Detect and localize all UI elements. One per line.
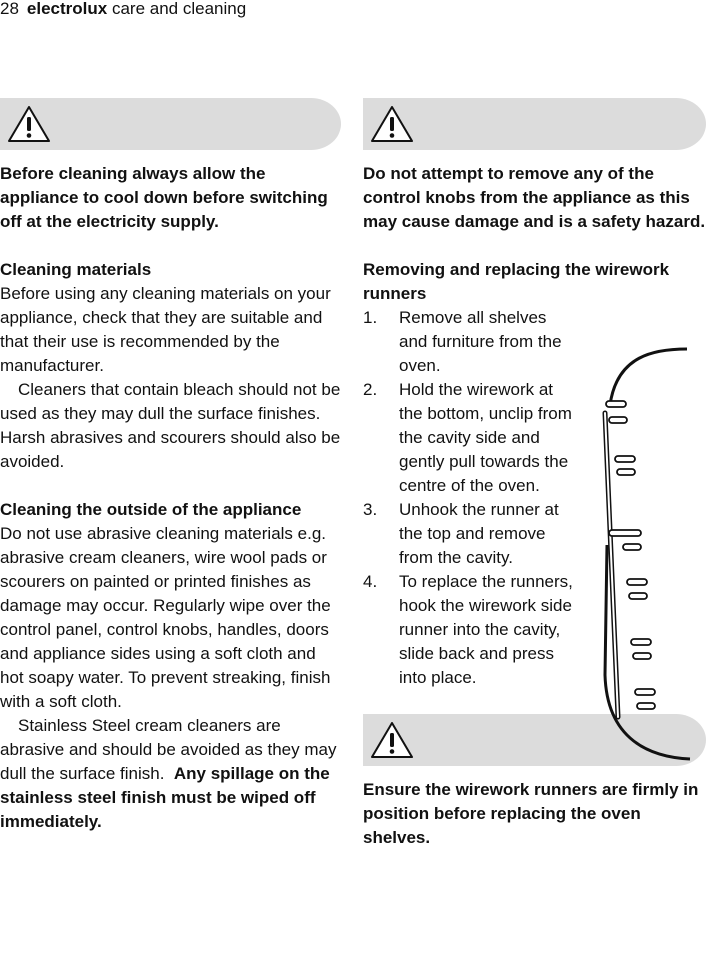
brand-name: electrolux <box>26 0 108 18</box>
paragraph <box>0 714 341 834</box>
paragraph: Do not use abrasive cleaning materials e.g. abrasive cream cleaners, wire wool pads or scourers on painted or printed finishes as damage may occur. Regularly wipe over the control panel, control knobs, handles, doors and appliance sides using a soft cloth and hot soapy water. To prevent streaking, finish with a soft cloth. <box>0 524 331 711</box>
paragraph-text: Stainless Steel cream cleaners are abrasive and should be avoided as they may dull the surface finish. <box>0 716 337 783</box>
list-item <box>363 378 575 498</box>
step-number: 2. <box>363 380 378 399</box>
step-text: Hold the wirework at the bottom, unclip from the cavity side and gently pull towards the centre of the oven. <box>399 380 572 495</box>
section-heading: Removing and replacing the wirework runners <box>363 260 670 303</box>
wirework-runner-illustration <box>595 345 695 765</box>
warning-text: Ensure the wirework runners are firmly in position before replacing the oven shelves. <box>363 780 699 847</box>
step-number: 3. <box>363 500 378 519</box>
list-item <box>363 306 575 378</box>
step-text: Remove all shelves and furniture from the oven. <box>399 308 562 375</box>
warning-banner <box>0 98 341 150</box>
bold-warning-text: Any spillage on the stainless steel finish must be wiped off immediately. <box>0 764 330 831</box>
step-number: 4. <box>363 572 378 591</box>
list-item <box>363 570 575 690</box>
left-column <box>0 98 341 834</box>
section-title: care and cleaning <box>111 0 247 18</box>
step-number: 1. <box>363 308 378 327</box>
page-number: 28 <box>0 0 19 18</box>
step-text: Unhook the runner at the top and remove from the cavity. <box>399 500 559 567</box>
section-heading: Cleaning materials <box>0 260 152 279</box>
warning-banner <box>363 98 706 150</box>
list-item <box>363 498 575 570</box>
warning-triangle-icon <box>369 720 415 760</box>
section-heading: Cleaning the outside of the appliance <box>0 500 302 519</box>
warning-triangle-icon <box>369 104 415 144</box>
step-text: To replace the runners, hook the wirework side runner into the cavity, slide back and press into place. <box>399 572 573 687</box>
warning-text: Do not attempt to remove any of the control knobs from the appliance as this may cause damage and is a safety hazard. <box>363 164 706 231</box>
paragraph: Before using any cleaning materials on your appliance, check that they are suitable and that their use is recommended by the manufacturer. <box>0 284 331 375</box>
warning-text: Before cleaning always allow the appliance to cool down before switching off at the electricity supply. <box>0 164 328 231</box>
warning-triangle-icon <box>6 104 52 144</box>
paragraph: Cleaners that contain bleach should not be used as they may dull the surface finishes. Harsh abrasives and scourers should also be avoided. <box>0 380 341 471</box>
page-header <box>0 0 246 20</box>
